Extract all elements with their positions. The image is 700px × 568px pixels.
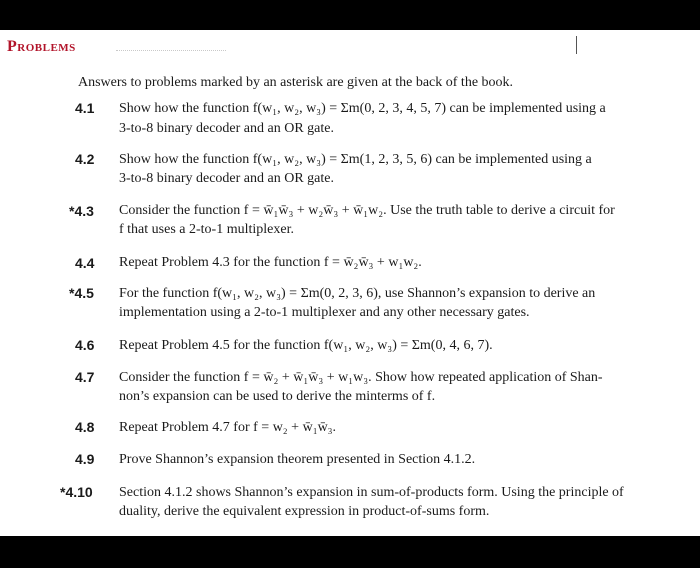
- problem-text-line: Repeat Problem 4.5 for the function f(w₁, w₂, w₃) = Σm(0, 4, 6, 7).: [119, 338, 493, 353]
- margin-rule: [576, 36, 577, 54]
- problem-text-line: Show how the function f(w₁, w₂, w₃) = Σm(1, 2, 3, 5, 6) can be implemented using a: [119, 152, 592, 167]
- problem-number: 4.1: [75, 100, 95, 116]
- problem-number: 4.2: [75, 151, 95, 167]
- problem-text-line: For the function f(w₁, w₂, w₃) = Σm(0, 2, 3, 6), use Shannon’s expansion to derive an: [119, 286, 596, 301]
- problem-text-line: Consider the function f = w̄₂ + w̄₁w̄₃ + w₁w₃. Show how repeated application of Shan-: [119, 370, 603, 385]
- problem-text-line: Repeat Problem 4.7 for f = w₂ + w̄₁w̄₃.: [119, 420, 337, 435]
- problem-text-line: 3-to-8 binary decoder and an OR gate.: [119, 171, 334, 186]
- problem-text-line: implementation using a 2-to-1 multiplexer and any other necessary gates.: [119, 305, 530, 320]
- heading-rule: [116, 50, 226, 51]
- problem-text-line: Section 4.1.2 shows Shannon’s expansion in sum-of-products form. Using the principle of: [119, 485, 624, 500]
- problem-number: 4.9: [75, 451, 95, 467]
- section-heading: Problems: [7, 38, 76, 55]
- problem-text-line: 3-to-8 binary decoder and an OR gate.: [119, 121, 334, 136]
- problem-number: 4.7: [75, 369, 95, 385]
- problem-text-line: f that uses a 2-to-1 multiplexer.: [119, 222, 294, 237]
- problem-text-line: non’s expansion can be used to derive the minterms of f.: [119, 389, 436, 404]
- problem-number: *4.3: [69, 203, 94, 219]
- problem-text-line: Consider the function f = w̄₁w̄₃ + w₂w̄₃ + w̄₁w₂. Use the truth table to derive a circuit for: [119, 203, 615, 218]
- textbook-page: [0, 30, 700, 536]
- problem-number: *4.10: [60, 484, 93, 500]
- problem-number: 4.6: [75, 337, 95, 353]
- problem-text-line: Show how the function f(w₁, w₂, w₃) = Σm(0, 2, 3, 4, 5, 7) can be implemented using a: [119, 101, 606, 116]
- problem-number: 4.8: [75, 419, 95, 435]
- problem-text-line: duality, derive the equivalent expression in product-of-sums form.: [119, 504, 490, 519]
- problem-number: *4.5: [69, 285, 94, 301]
- problem-number: 4.4: [75, 255, 95, 271]
- intro-note: Answers to problems marked by an asterisk are given at the back of the book.: [78, 75, 514, 90]
- problem-text-line: Repeat Problem 4.3 for the function f = w̄₂w̄₃ + w₁w₂.: [119, 255, 422, 270]
- problem-text-line: Prove Shannon’s expansion theorem presented in Section 4.1.2.: [119, 452, 476, 467]
